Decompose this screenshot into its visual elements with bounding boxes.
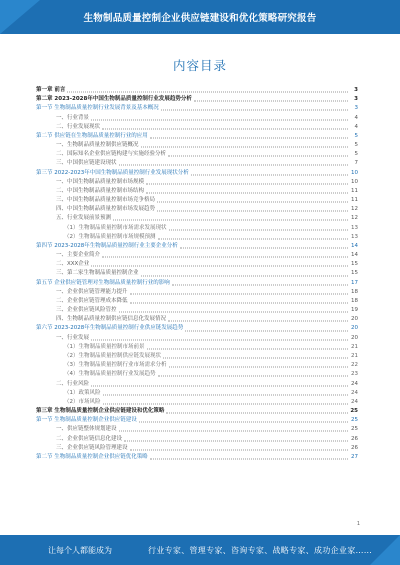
toc-entry-page: 25 <box>351 417 358 424</box>
toc-entry-title: 第五节 企业供应链管理对生物制品质量控制行业的影响 <box>36 279 170 286</box>
toc-entry-title: 第二节 供应链在生物制品质量控制行业的应用 <box>36 132 148 139</box>
toc-entry-title: 一、中国生物制品质量控制市场规模 <box>56 178 145 185</box>
toc-entry[interactable] <box>36 114 358 123</box>
toc-entry-page: 13 <box>351 233 358 240</box>
toc-entry[interactable] <box>36 169 358 178</box>
toc-entry-title: （2）生物制品质量控制供应链发展现状 <box>64 352 162 359</box>
footer-tagline: 行业专家、管理专家、咨询专家、战略专家、成功企业家…… <box>148 546 373 555</box>
toc-entry[interactable] <box>36 435 358 444</box>
toc-leader-dots <box>150 137 348 138</box>
toc-entry[interactable] <box>36 279 358 288</box>
toc-entry[interactable] <box>36 123 358 132</box>
toc-entry[interactable] <box>36 159 358 168</box>
toc-entry-title: 第二章 2023-2028年中国生物制品质量控制行业发展趋势分析 <box>36 96 192 103</box>
toc-entry[interactable] <box>36 95 358 104</box>
toc-entry[interactable] <box>36 104 358 113</box>
toc-leader-dots <box>91 339 348 340</box>
toc-entry-page: 20 <box>351 316 358 323</box>
toc-leader-dots <box>119 312 348 313</box>
toc-entry-page: 11 <box>351 197 358 204</box>
toc-leader-dots <box>157 211 348 212</box>
toc-entry[interactable] <box>36 324 358 333</box>
toc-entry[interactable] <box>36 343 358 352</box>
toc-entry-title: 二、行业风险 <box>56 380 90 387</box>
toc-entry-page: 3 <box>354 96 358 103</box>
toc-entry-title: 一、行业发展 <box>56 334 90 341</box>
toc-entry-title: 三、中国供应链建设现状 <box>56 160 117 167</box>
toc-entry-title: 第一节 生物制品质量控制企业供应链建设 <box>36 417 137 424</box>
toc-leader-dots <box>141 275 348 276</box>
toc-entry-page: 18 <box>351 297 358 304</box>
toc-entry-page: 20 <box>351 334 358 341</box>
toc-leader-dots <box>124 440 348 441</box>
toc-leader-dots <box>102 257 348 258</box>
toc-entry-title: 一、供应链整体规划建设 <box>56 426 117 433</box>
toc-entry-title: 第六节 2023-2028年生物制品质量控制行业供应链发展趋势 <box>36 325 184 332</box>
toc-entry-page: 25 <box>351 426 358 433</box>
toc-entry-title: （3）生物制品质量控制行业市场需求分析 <box>64 362 167 369</box>
toc-leader-dots <box>119 165 348 166</box>
toc-entry[interactable] <box>36 242 358 251</box>
toc-entry-page: 5 <box>354 151 358 158</box>
toc-leader-dots <box>166 413 348 414</box>
toc-entry[interactable] <box>36 380 358 389</box>
toc-entry-page: 14 <box>351 252 358 259</box>
toc-leader-dots <box>146 183 348 184</box>
toc-entry-title: 三、企业供应链风险管控 <box>56 307 117 314</box>
toc-leader-dots <box>119 431 348 432</box>
toc-entry-title: 第一章 前言 <box>36 87 66 93</box>
toc-entry-title: 三、第二家生物制品质量控制企业 <box>56 270 139 277</box>
toc-leader-dots <box>113 220 348 221</box>
toc-entry[interactable] <box>36 389 358 398</box>
toc-leader-dots <box>158 238 348 239</box>
toc-entry-page: 24 <box>351 380 358 387</box>
toc-entry[interactable] <box>36 141 358 150</box>
toc-entry-title: （1）生物制品质量控制市场需求发展现状 <box>64 224 167 231</box>
toc-entry-title: 第四节 2023-2028年生物制品质量控制行业主要企业分析 <box>36 242 178 249</box>
toc-entry-page: 13 <box>351 224 358 231</box>
toc-entry-page: 23 <box>351 371 358 378</box>
toc-entry-page: 5 <box>354 142 358 149</box>
toc-leader-dots <box>147 348 348 349</box>
toc-heading: 内容目录 <box>172 58 227 73</box>
toc-entry-title: （4）生物制品质量控制行业发展趋势 <box>64 371 156 378</box>
toc-entry-page: 24 <box>351 389 358 396</box>
toc-entry-page: 26 <box>351 435 358 442</box>
toc-entry-title: 一、生物制品质量控制供应链概况 <box>56 142 139 149</box>
toc-entry-title: 第三节 2022-2023年中国生物制品质量控制行业发展现状分析 <box>36 169 189 176</box>
toc-entry-page: 17 <box>351 279 358 286</box>
toc-leader-dots <box>146 192 348 193</box>
toc-entry-title: 二、企业供应链管理成本降低 <box>56 297 128 304</box>
toc-entry[interactable] <box>36 297 358 306</box>
toc-entry-title: 第二节 生物制品质量控制企业供应链优化策略 <box>36 453 148 460</box>
toc-entry-page: 14 <box>351 242 358 249</box>
toc-entry-page: 24 <box>351 398 358 405</box>
toc-leader-dots <box>168 156 348 157</box>
toc-leader-dots <box>91 385 348 386</box>
toc-entry-page: 21 <box>351 343 358 350</box>
footer-corner-decoration <box>370 535 400 565</box>
toc-entry[interactable] <box>36 398 358 407</box>
toc-entry-title: 一、行业背景 <box>56 114 90 121</box>
toc-leader-dots <box>194 101 348 102</box>
toc-leader-dots <box>103 403 349 404</box>
toc-leader-dots <box>185 330 348 331</box>
toc-entry-page: 7 <box>354 160 358 167</box>
toc-entry-page: 4 <box>354 123 358 130</box>
toc-entry-title: 第一节 生物制品质量控制行业发展背景及基本概况 <box>36 105 159 112</box>
toc-leader-dots <box>158 376 348 377</box>
toc-entry[interactable] <box>36 352 358 361</box>
toc-entry[interactable] <box>36 425 358 434</box>
toc-entry[interactable] <box>36 453 358 462</box>
toc-entry[interactable] <box>36 260 358 269</box>
toc-leader-dots <box>103 394 349 395</box>
toc-entry[interactable] <box>36 150 358 159</box>
toc-entry-title: 三、中国生物制品质量控制市场竞争格局 <box>56 197 156 204</box>
toc-entry-title: （1）政策风险 <box>64 389 101 396</box>
toc-leader-dots <box>150 458 348 459</box>
toc-entry[interactable] <box>36 306 358 315</box>
toc-leader-dots <box>91 119 348 120</box>
table-of-contents <box>36 86 358 462</box>
toc-entry-title: 第三章 生物制品质量控制企业供应链建设和优化策略 <box>36 408 165 415</box>
toc-entry-page: 12 <box>351 215 358 222</box>
toc-entry-title: 五、行业发展前景预测 <box>56 215 112 222</box>
toc-entry[interactable] <box>36 416 358 425</box>
toc-entry[interactable] <box>36 196 358 205</box>
toc-entry-page: 3 <box>354 105 358 112</box>
toc-entry-title: 三、企业供应链风险管理建设 <box>56 444 128 451</box>
toc-leader-dots <box>130 449 348 450</box>
toc-entry[interactable] <box>36 187 358 196</box>
toc-entry-title: 一、主要企业简介 <box>56 252 101 259</box>
toc-entry-page: 25 <box>350 408 358 415</box>
toc-entry[interactable] <box>36 288 358 297</box>
toc-leader-dots <box>91 266 348 267</box>
toc-leader-dots <box>139 422 348 423</box>
toc-entry[interactable] <box>36 361 358 370</box>
toc-entry-page: 18 <box>351 288 358 295</box>
toc-leader-dots <box>191 174 348 175</box>
toc-entry-title: 四、中国生物制品质量控制市场发展趋势 <box>56 206 156 213</box>
toc-entry-page: 19 <box>351 307 358 314</box>
toc-leader-dots <box>161 110 348 111</box>
header-bar <box>0 0 400 34</box>
toc-entry-title: 二、企业供应链信息化建设 <box>56 435 123 442</box>
toc-entry-page: 15 <box>351 261 358 268</box>
toc-entry[interactable] <box>36 407 358 416</box>
toc-entry[interactable] <box>36 224 358 233</box>
toc-leader-dots <box>130 303 348 304</box>
toc-entry-title: （1）生物制品质量控制市场前景 <box>64 343 145 350</box>
toc-entry-title: 二、国际知名企业供应链构建与实施经验分析 <box>56 151 167 158</box>
toc-leader-dots <box>157 202 348 203</box>
toc-entry-title: 四、生物制品质量控制供应链信息化发展情况 <box>56 316 167 323</box>
toc-entry-page: 3 <box>354 87 358 93</box>
toc-entry-page: 11 <box>351 187 358 194</box>
toc-entry[interactable] <box>36 444 358 453</box>
report-title: 生物制品质量控制企业供应链建设和优化策略研究报告 <box>83 13 317 24</box>
toc-leader-dots <box>169 229 348 230</box>
toc-leader-dots <box>180 248 348 249</box>
footer-slogan: 让每个人都能成为 <box>48 546 112 555</box>
toc-entry-title: （2）生物制品质量控制市场规模预测 <box>64 233 156 240</box>
toc-entry[interactable] <box>36 251 358 260</box>
page-number: 1 <box>356 521 360 527</box>
toc-entry-title: 二、XXX企业 <box>56 261 90 268</box>
toc-entry-title: （2）市场风险 <box>64 398 101 405</box>
toc-entry[interactable] <box>36 233 358 242</box>
toc-entry[interactable] <box>36 178 358 187</box>
toc-entry[interactable] <box>36 269 358 278</box>
toc-entry[interactable] <box>36 334 358 343</box>
toc-entry-page: 15 <box>351 270 358 277</box>
toc-entry-page: 27 <box>351 453 358 460</box>
toc-entry-page: 10 <box>351 178 358 185</box>
toc-entry[interactable] <box>36 132 358 141</box>
toc-entry-title: 二、行业发展现状 <box>56 123 101 130</box>
toc-leader-dots <box>168 321 348 322</box>
toc-entry-page: 4 <box>354 114 358 121</box>
toc-entry[interactable] <box>36 86 358 95</box>
toc-entry-page: 22 <box>351 362 358 369</box>
toc-entry-page: 26 <box>351 444 358 451</box>
toc-entry-page: 5 <box>354 132 358 139</box>
toc-leader-dots <box>102 128 348 129</box>
toc-entry-page: 12 <box>351 206 358 213</box>
toc-entry[interactable] <box>36 214 358 223</box>
toc-entry[interactable] <box>36 205 358 214</box>
toc-entry-page: 21 <box>351 352 358 359</box>
toc-leader-dots <box>130 293 348 294</box>
toc-leader-dots <box>163 358 348 359</box>
toc-entry-page: 10 <box>351 169 358 176</box>
toc-leader-dots <box>172 284 348 285</box>
toc-entry-page: 20 <box>351 325 358 332</box>
toc-leader-dots <box>169 367 348 368</box>
toc-entry-title: 一、企业供应链管理能力提升 <box>56 288 128 295</box>
footer-bar <box>0 535 400 565</box>
toc-entry[interactable] <box>36 370 358 379</box>
toc-entry-title: 二、中国生物制品质量控制市场结构 <box>56 187 145 194</box>
toc-leader-dots <box>141 147 348 148</box>
toc-leader-dots <box>67 92 348 93</box>
toc-entry[interactable] <box>36 315 358 324</box>
